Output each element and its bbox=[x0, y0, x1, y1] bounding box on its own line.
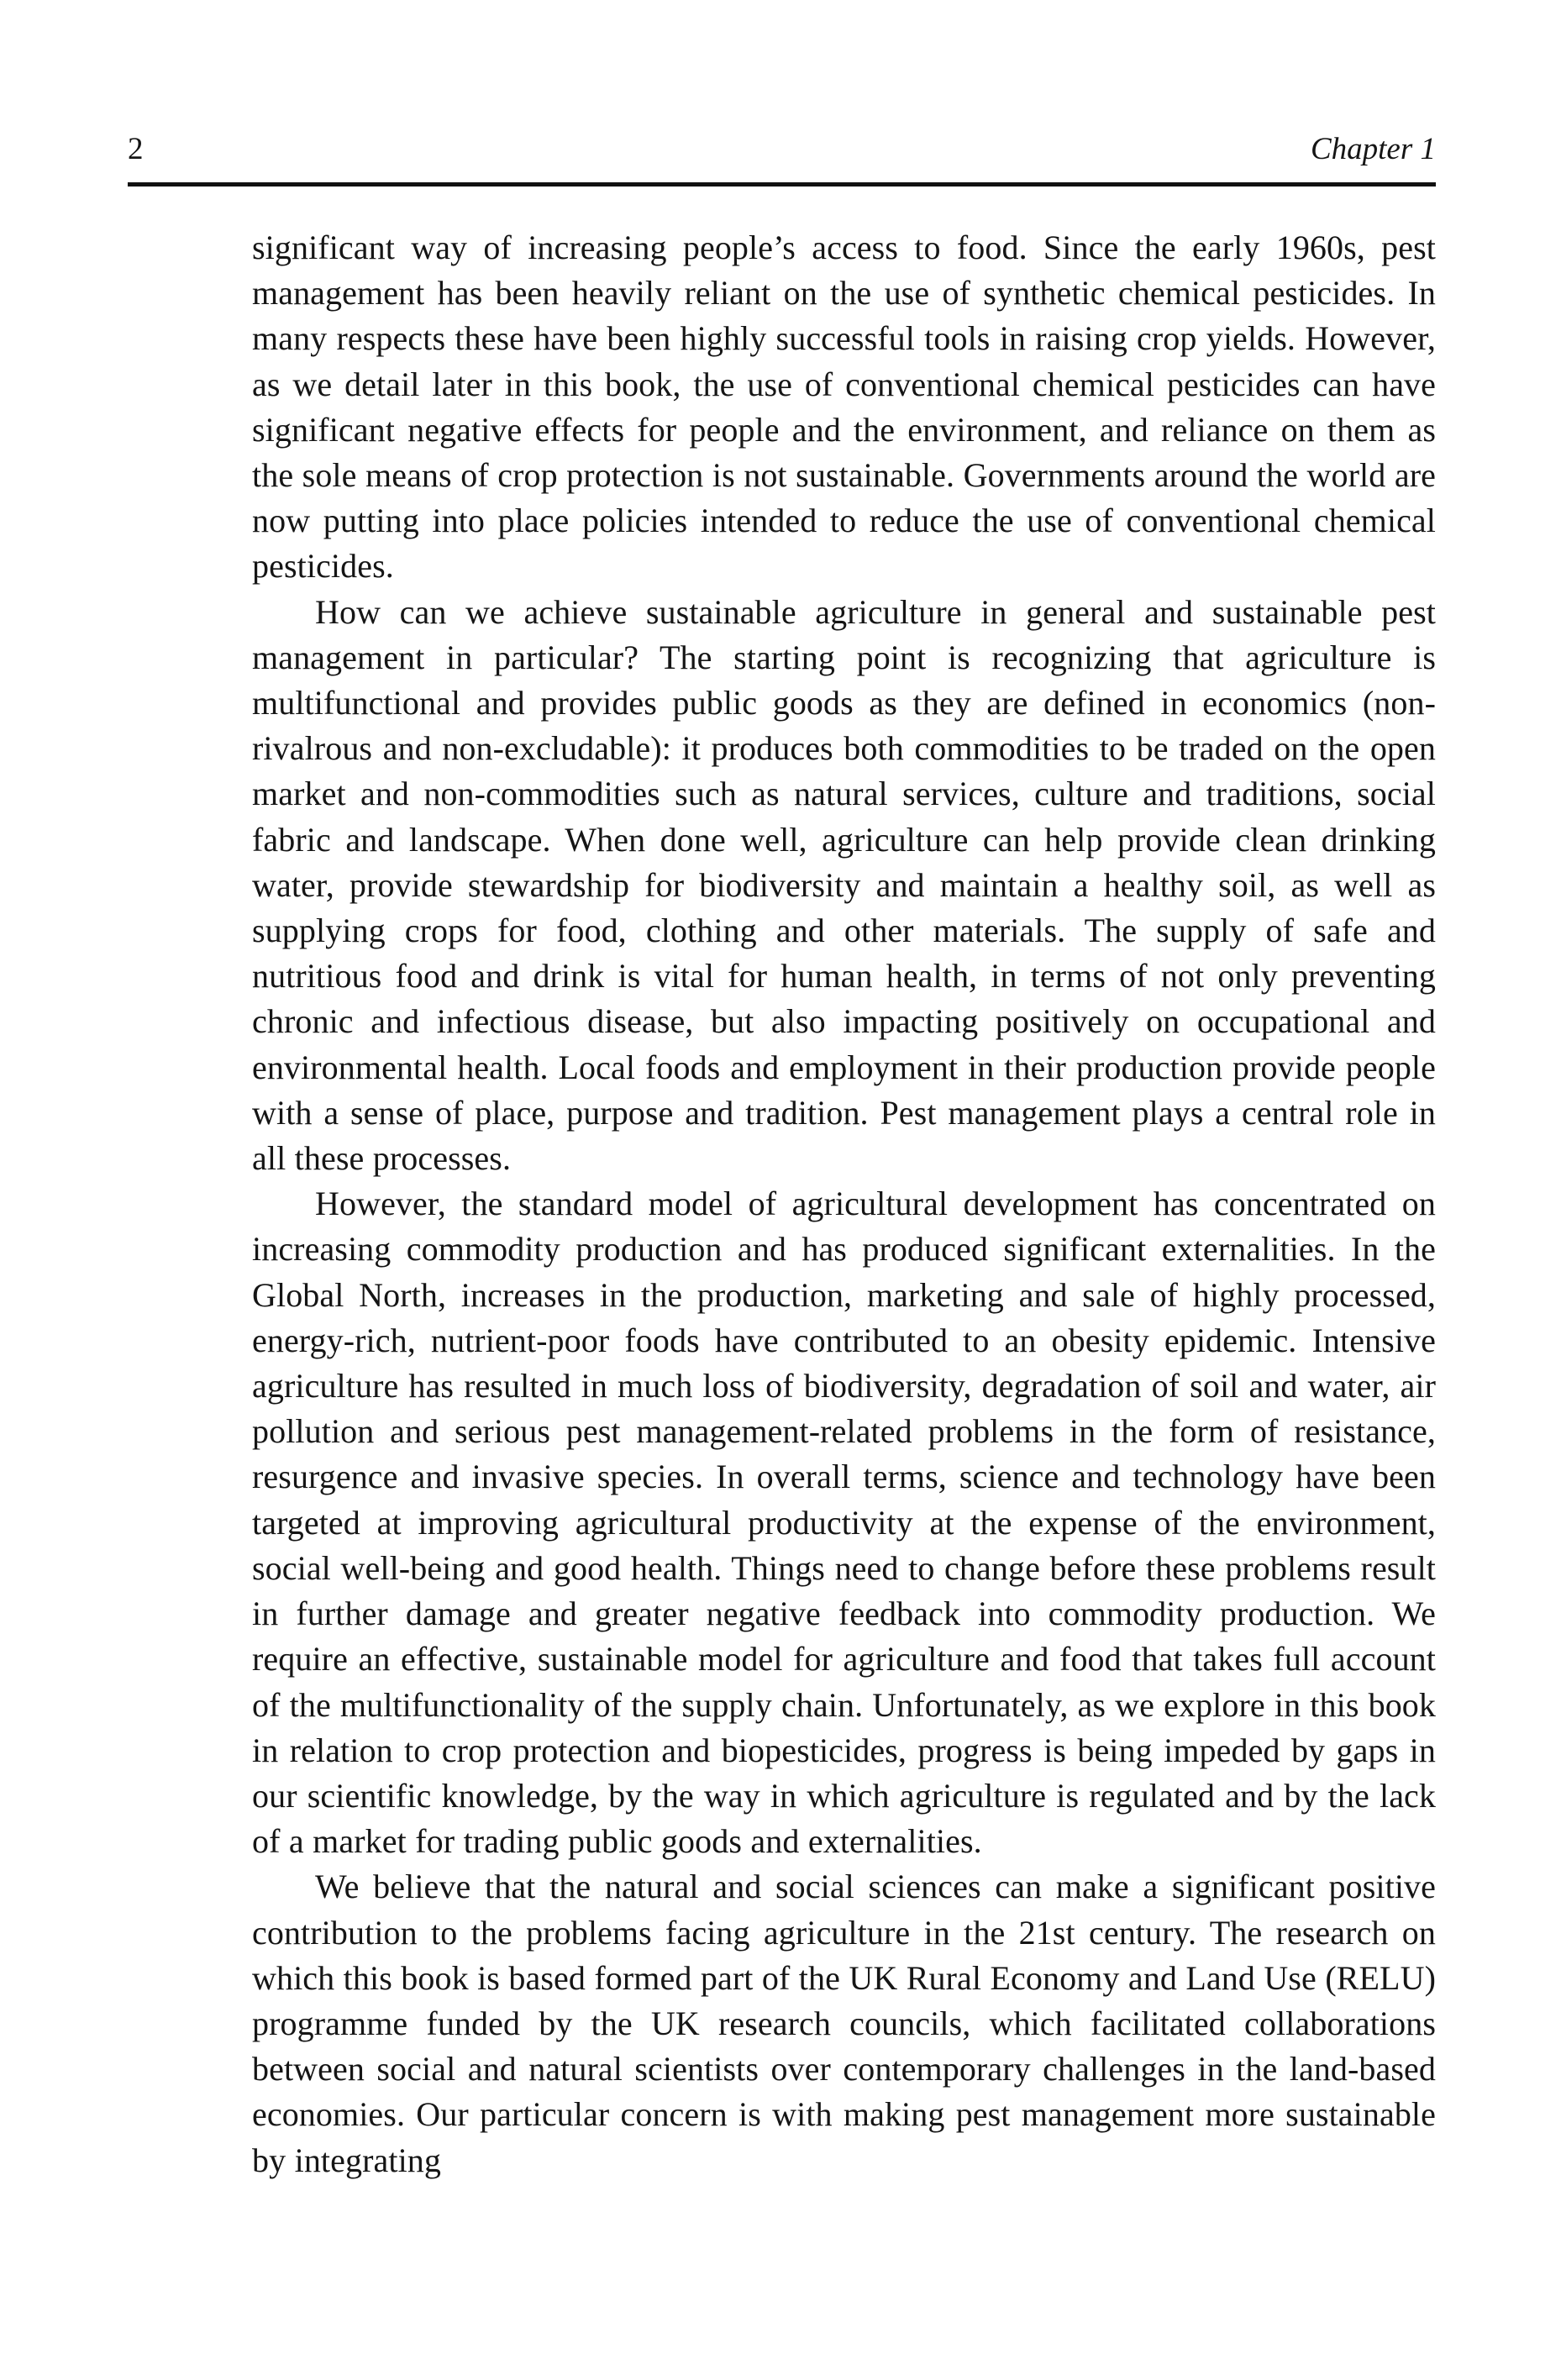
page-number: 2 bbox=[128, 132, 144, 166]
body-text bbox=[252, 225, 1436, 2183]
running-head bbox=[128, 126, 1436, 173]
paragraph-1: significant way of increasing people’s access to food. Since the early 1960s, pest management has been heavily reliant on the use of synthetic chemical pesticides. In many respects these have been highly successful tools in raising crop yields. However, as we detail later in this book, the use of conventional chemical pesticides can have significant negative effects for people and the environment, and reliance on them as the sole means of crop protection is not sustainable. Governments around the world are now putting into place policies intended to reduce the use of conventional chemical pesticides. bbox=[252, 229, 1436, 586]
paragraph-2: How can we achieve sustainable agriculture in general and sustainable pest management in particular? The starting point is recognizing that agriculture is multifunctional and provides public goods as they are defined in economics (non-rivalrous and non-excludable): it produces both commodities to be traded on the open market and non-commodities such as natural services, culture and traditions, social fabric and landscape. When done well, agriculture can help provide clean drinking water, provide stewardship for biodiversity and maintain a healthy soil, as well as supplying crops for food, clothing and other materials. The supply of safe and nutritious food and drink is vital for human health, in terms of not only preventing chronic and infectious disease, but also impacting positively on occupational and environmental health. Local foods and employment in their production provide people with a sense of place, purpose and tradition. Pest management plays a central role in all these processes. bbox=[252, 592, 1436, 1178]
header-rule bbox=[128, 182, 1436, 187]
paragraph-3: However, the standard model of agricultural development has concentrated on increasing commodity production and has produced significant externalities. In the Global North, increases in the production, marketing and sale of highly processed, energy-rich, nutrient-poor foods have contributed to an obesity epidemic. Intensive agriculture has resulted in much loss of biodiversity, degradation of soil and water, air pollution and serious pest management-related problems in the form of resistance, resurgence and invasive species. In overall terms, science and technology have been targeted at improving agricultural productivity at the expense of the environment, social well-being and good health. Things need to change before these problems result in further damage and greater negative feedback into commodity production. We require an effective, sustainable model for agriculture and food that takes full account of the multifunctionality of the supply chain. Unfortunately, as we explore in this book in relation to crop protection and biopesticides, progress is being impeded by gaps in our scientific knowledge, by the way in which agriculture is regulated and by the lack of a market for trading public goods and externalities. bbox=[252, 1185, 1436, 1861]
chapter-label: Chapter 1 bbox=[1310, 132, 1436, 166]
paragraph-4: We believe that the natural and social sciences can make a significant positive contribution to the problems facing agriculture in the 21st century. The research on which this book is based formed part of the UK Rural Economy and Land Use (RELU) programme funded by the UK research councils, which facilitated collaborations between social and natural scientists over contemporary challenges in the land-based economies. Our particular concern is with making pest management more sustainable by integrating bbox=[252, 1868, 1436, 2179]
